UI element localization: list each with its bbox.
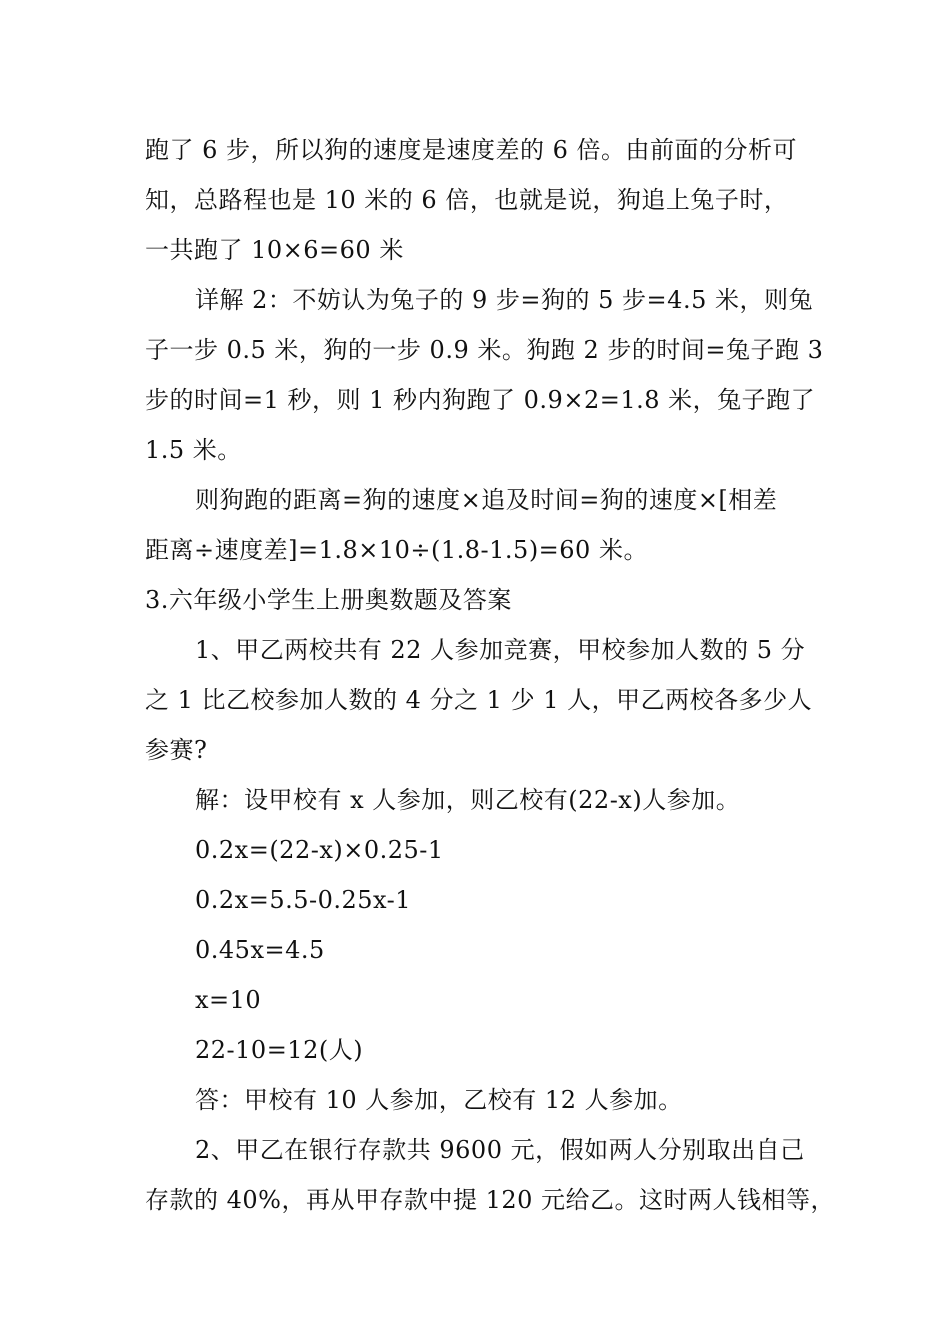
text-line: 步的时间=1 秒，则 1 秒内狗跑了 0.9×2=1.8 米，兔子跑了 [145,386,816,414]
text-line: 之 1 比乙校参加人数的 4 分之 1 少 1 人，甲乙两校各多少人 [145,686,813,714]
text-line: 知，总路程也是 10 米的 6 倍，也就是说，狗追上兔子时， [145,186,789,214]
section-heading: 3.六年级小学生上册奥数题及答案 [145,586,512,614]
equation-line: 0.2x=(22-x)×0.25-1 [195,836,444,864]
equation-line: 0.45x=4.5 [195,936,325,964]
text-line: 解：设甲校有 x 人参加，则乙校有(22-x)人参加。 [195,786,741,814]
text-line: 1.5 米。 [145,436,242,464]
text-line: 跑了 6 步，所以狗的速度是速度差的 6 倍。由前面的分析可 [145,136,798,164]
text-line: 距离÷速度差]=1.8×10÷(1.8-1.5)=60 米。 [145,536,648,564]
text-line: 参赛? [145,736,208,764]
equation-line: 0.2x=5.5-0.25x-1 [195,886,412,914]
text-line: 2、甲乙在银行存款共 9600 元，假如两人分别取出自己 [195,1136,805,1164]
text-line: 1、甲乙两校共有 22 人参加竞赛，甲校参加人数的 5 分 [195,636,806,664]
text-line: 子一步 0.5 米，狗的一步 0.9 米。狗跑 2 步的时间=兔子跑 3 [145,336,824,364]
text-line: 一共跑了 10×6=60 米 [145,236,404,264]
text-line: 详解 2：不妨认为兔子的 9 步=狗的 5 步=4.5 米，则兔 [195,286,813,314]
text-line: 答：甲校有 10 人参加，乙校有 12 人参加。 [195,1086,683,1114]
equation-line: x=10 [195,986,262,1014]
equation-line: 22-10=12(人) [195,1036,364,1064]
text-line: 存款的 40%，再从甲存款中提 120 元给乙。这时两人钱相等， [145,1186,836,1214]
text-line: 则狗跑的距离=狗的速度×追及时间=狗的速度×[相差 [195,486,778,514]
